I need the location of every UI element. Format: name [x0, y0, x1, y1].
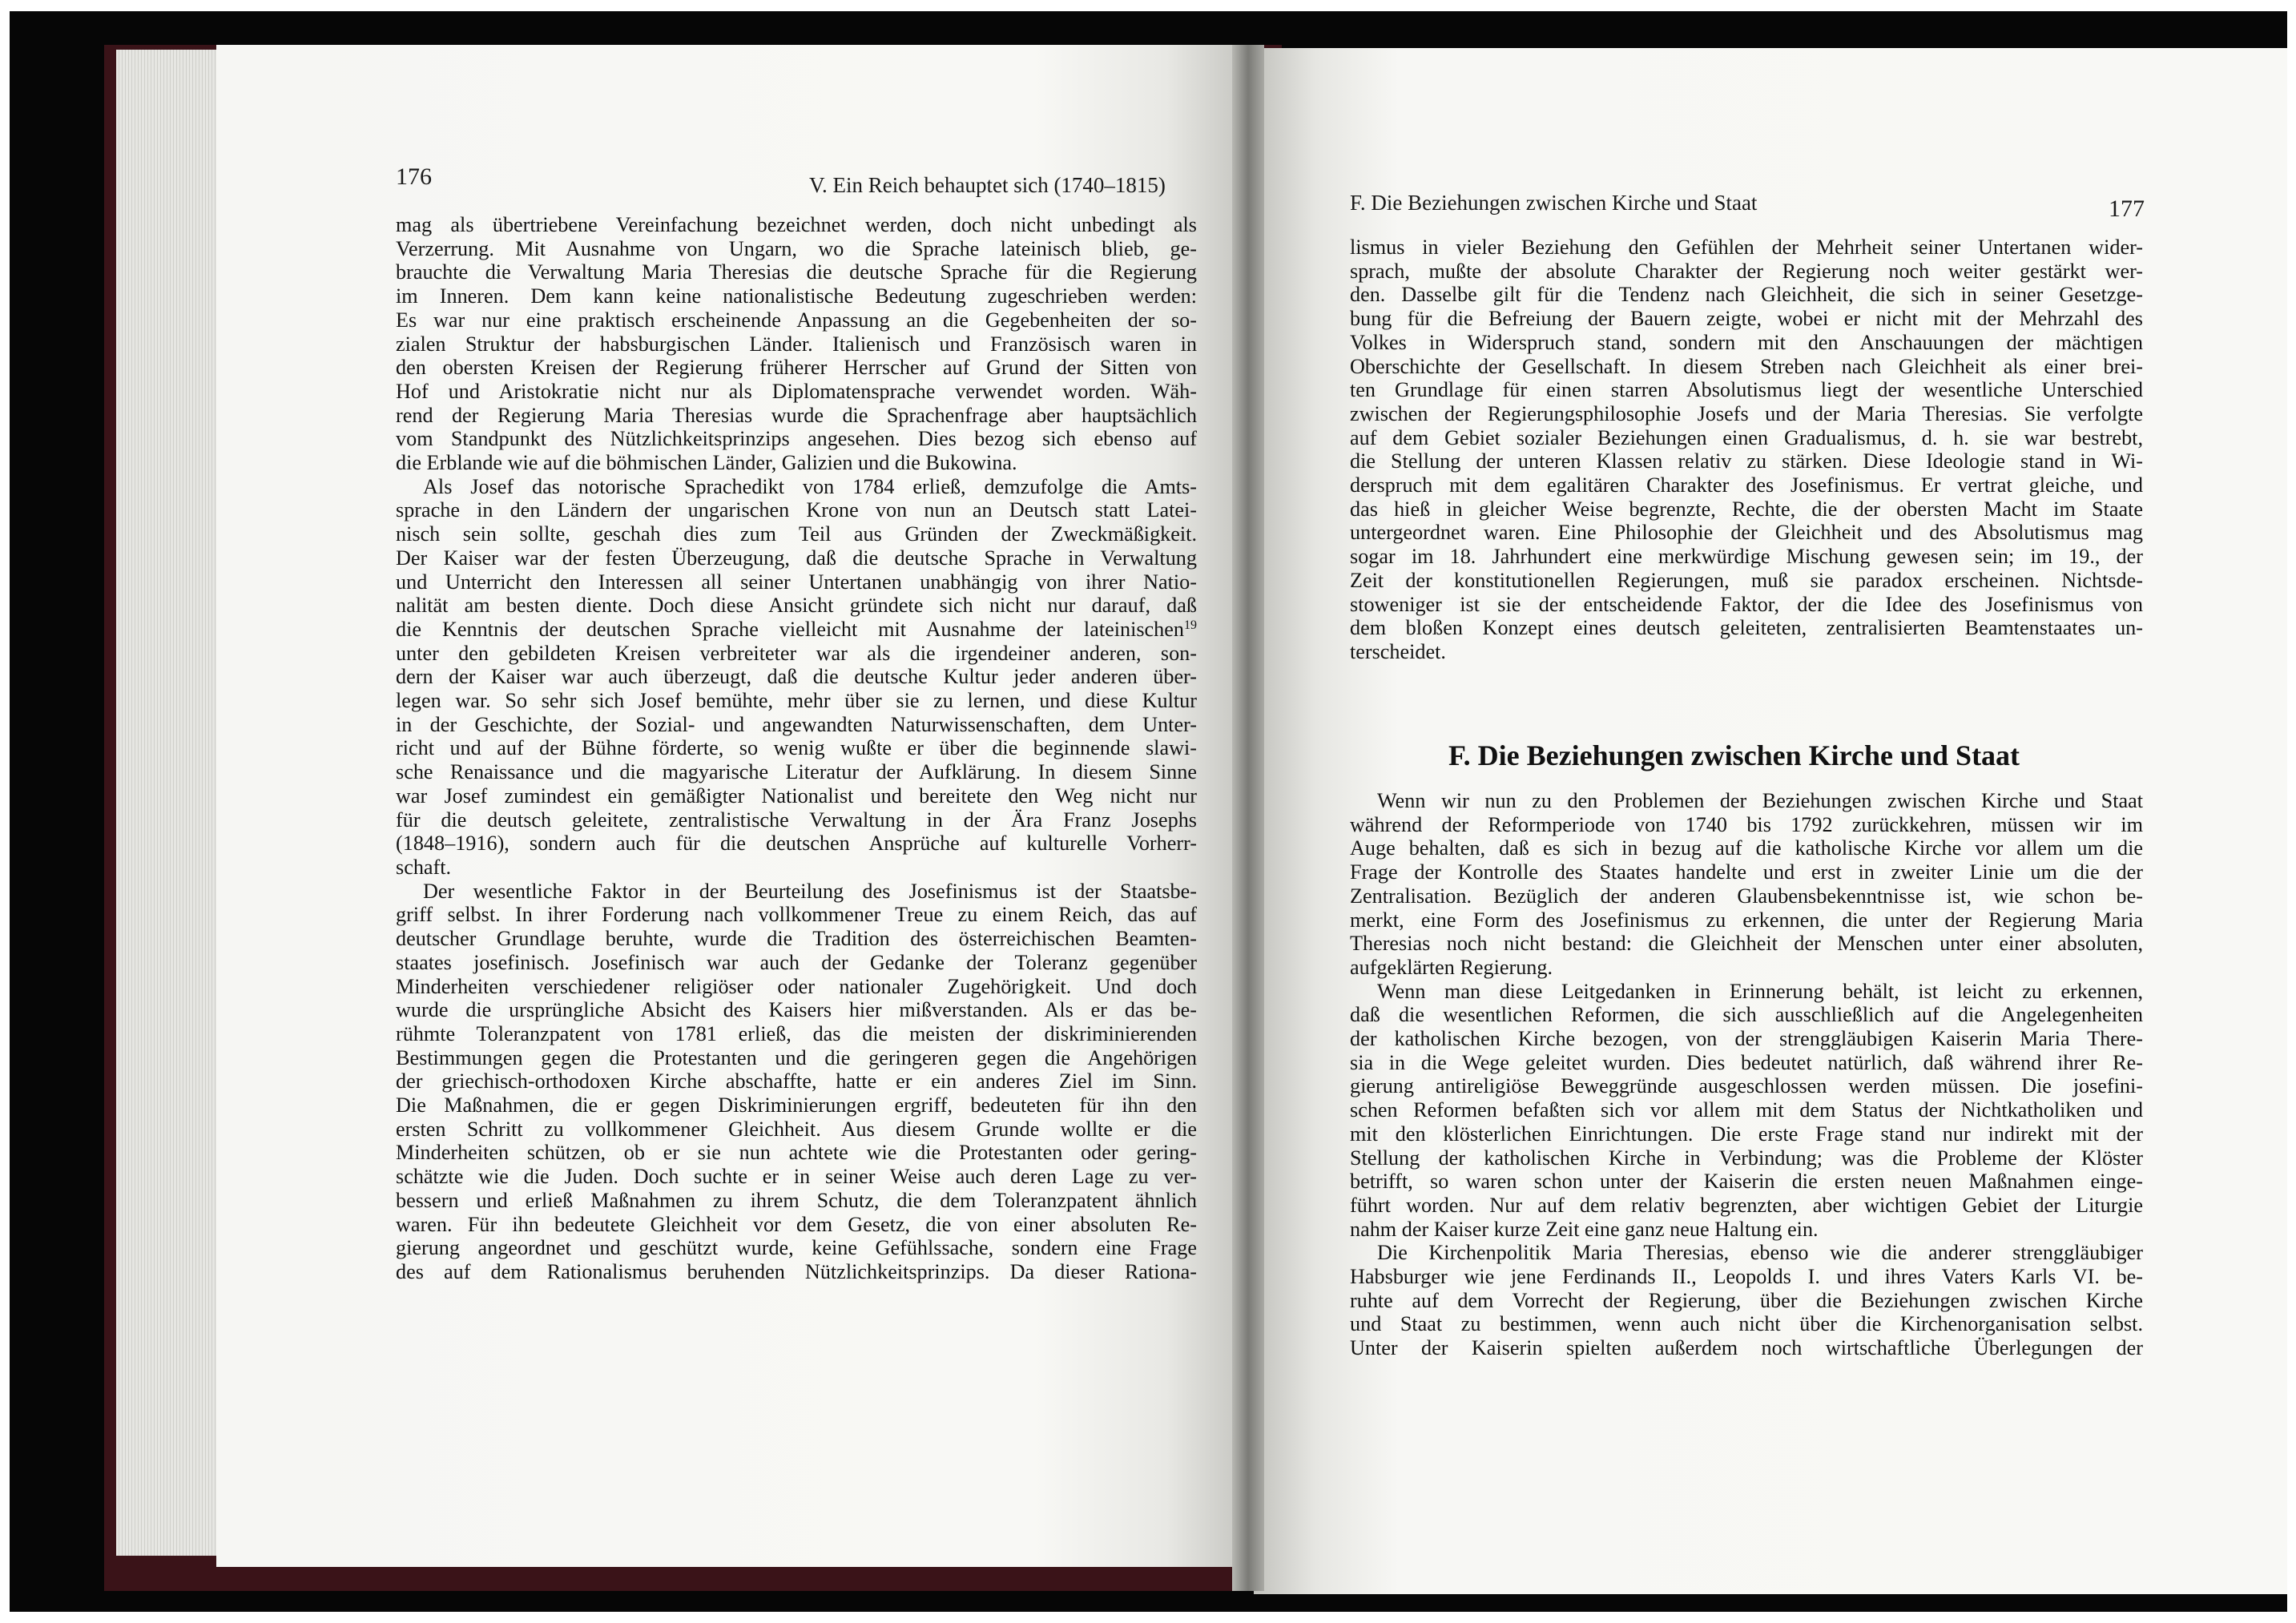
text-line-content: richt und auf der Bühne förderte, so wenig wußte er über die beginnende slawi- [396, 736, 1197, 760]
text-line-content: für die deutsch geleitete, zentralistische Verwaltung in der Ära Franz Josephs [396, 807, 1197, 832]
text-line-content: griff selbst. In ihrer Forderung nach vollkommener Treue zu einem Reich, das auf [396, 903, 1197, 927]
right-page-number: 177 [2109, 195, 2145, 222]
text-line-content: in der Geschichte, der Sozial- und angewandten Naturwissenschaften, dem Unter- [396, 712, 1197, 736]
right-running-head: F. Die Beziehungen zwischen Kirche und Staat [1350, 191, 1758, 215]
text-line [1350, 307, 2143, 331]
text-line [1350, 1194, 2143, 1218]
text-line-content: Volkes in Widerspruch stand, sondern mit den Anschauungen der mächtigen [1350, 330, 2143, 354]
text-line [1350, 980, 2143, 1004]
text-line [1350, 1003, 2143, 1027]
text-line [396, 356, 1197, 380]
text-line [1350, 283, 2143, 307]
text-line [396, 998, 1197, 1022]
text-line [396, 618, 1197, 642]
text-line-content: schaft. [396, 855, 452, 879]
text-line [396, 760, 1197, 784]
text-line-content: lismus in vieler Beziehung den Gefühlen der Mehrheit seiner Untertanen wider- [1350, 236, 2143, 259]
text-line [396, 1189, 1197, 1213]
text-line-content: staates josefinisch. Josefinisch war auch der Gedanke der Toleranz gegenüber [396, 950, 1197, 974]
text-line [396, 498, 1197, 522]
text-line-content: rend der Regierung Maria Theresias wurde die Sprachenfrage aber hauptsächlich [396, 403, 1197, 427]
text-line-content: und Staat zu bestimmen, wenn auch nicht über die Kirchenorganisation selbst. [1350, 1312, 2143, 1336]
text-line [1350, 640, 2143, 664]
text-line-content: der katholischen Kirche bezogen, von der strenggläubigen Kaiserin Maria There- [1350, 1027, 2143, 1051]
text-line-content: vom Standpunkt des Nützlichkeitsprinzips angesehen. Dies bezog sich ebenso auf [396, 427, 1197, 451]
text-line [396, 1069, 1197, 1093]
text-line-content: dem bloßen Konzept eines deutsch geleiteten, zentralisierten Beamtenstaates un- [1350, 616, 2143, 640]
text-line-content: bessern und erließ Maßnahmen zu ihrem Schutz, die dem Toleranzpatent ähnlich [396, 1188, 1197, 1212]
text-line [1350, 1146, 2143, 1170]
left-running-head: V. Ein Reich behauptet sich (1740–1815) [809, 173, 1166, 197]
text-line-content: aufgeklärten Regierung. [1350, 955, 1553, 979]
text-line [1350, 593, 2143, 617]
text-line-content: sogar im 18. Jahrhundert eine merkwürdige Mischung gewesen sein; im 19., der [1350, 545, 2143, 569]
text-line [1350, 1336, 2143, 1360]
text-line-content: wurde die ursprüngliche Absicht des Kaisers hier mißverstanden. Als er das be- [396, 998, 1197, 1022]
text-line-content: rühmte Toleranzpatent von 1781 erließ, das die meisten der diskriminierenden [396, 1021, 1197, 1045]
text-line [396, 903, 1197, 927]
text-line-content: Minderheiten schützen, ob er sie nun achtete wie die Protestanten oder gering- [396, 1141, 1197, 1165]
text-line [1350, 1312, 2143, 1336]
text-line [1350, 569, 2143, 593]
text-line [396, 832, 1197, 856]
text-line-content: im Inneren. Dem kann keine nationalistische Bedeutung zugeschrieben werden: [396, 284, 1197, 308]
text-line-content: Der Kaiser war der festen Überzeugung, daß die deutsche Sprache in Verwaltung [396, 546, 1197, 570]
text-line-content: Minderheiten verschiedener religiöser oder nationaler Zugehörigkeit. Und doch [396, 974, 1197, 998]
text-line-content: Als Josef das notorische Sprachedikt von 1784 erließ, demzufolge die Amts- [423, 474, 1197, 498]
text-line-content: sprach, mußte der absolute Charakter der Regierung noch weiter gestärkt wer- [1350, 259, 2143, 283]
text-line [1350, 426, 2143, 450]
text-line-content: waren. Für ihn bedeutete Gleichheit vor dem Gesetz, die von einer absoluten Re- [396, 1212, 1197, 1236]
text-line [1350, 956, 2143, 980]
text-line [1350, 616, 2143, 640]
text-line-content: Der wesentliche Faktor in der Beurteilung des Josefinismus ist der Staatsbe- [423, 879, 1197, 903]
text-line-content: Wenn wir nun zu den Problemen der Beziehungen zwischen Kirche und Staat [1377, 789, 2143, 812]
text-line [396, 213, 1197, 237]
text-line-content: ersten Schritt zu vollkommener Gleichheit. Aus diesem Grunde wollte er die [396, 1117, 1197, 1141]
text-line [1350, 908, 2143, 932]
text-line [1350, 378, 2143, 402]
text-line-content: und Unterricht den Interessen all seiner Untertanen unabhängig von ihrer Natio- [396, 570, 1197, 594]
text-line-content: Verzerrung. Mit Ausnahme von Ungarn, wo die Sprache lateinisch blieb, ge- [396, 236, 1197, 260]
text-line-content: untergeordnet waren. Eine Philosophie der Gleichheit und des Absolutismus mag [1350, 521, 2143, 545]
text-line-content: stoweniger ist sie der entscheidende Faktor, der die Idee des Josefinismus von [1350, 592, 2143, 616]
text-line [396, 689, 1197, 713]
text-line [396, 642, 1197, 666]
text-line [1350, 1074, 2143, 1098]
text-line-content: schätzte wie die Juden. Doch suchte er in seiner Weise auch deren Lage zu ver- [396, 1165, 1197, 1189]
text-line-content: Habsburger wie jene Ferdinands II., Leopolds I. und ihres Vaters Karls VI. be- [1350, 1265, 2143, 1289]
text-line [396, 975, 1197, 999]
text-line [1350, 1289, 2143, 1313]
text-line-content: brauchte die Verwaltung Maria Theresias die deutsche Sprache für die Regierung [396, 260, 1197, 284]
text-line [1350, 1098, 2143, 1122]
text-line [396, 1046, 1197, 1070]
text-line-content: auf dem Gebiet sozialer Beziehungen einen Gradualismus, d. h. sie war bestrebt, [1350, 425, 2143, 449]
text-line-content: Zentralisation. Bezüglich der anderen Glaubensbekenntnisse ist, wie schon be- [1350, 884, 2143, 908]
text-line [1350, 1027, 2143, 1051]
text-line-content: Auge behalten, daß es sich in bezug auf die katholische Kirche vor allem um die [1350, 836, 2143, 860]
text-line [1350, 402, 2143, 426]
text-line-content: Es war nur eine praktisch erscheinende Anpassung an die Gegebenheiten der so- [396, 308, 1197, 332]
text-line [396, 594, 1197, 618]
text-line [396, 546, 1197, 570]
text-line [396, 927, 1197, 951]
text-line-content: unter den gebildeten Kreisen verbreiteter war als die irgendeiner anderen, son- [396, 641, 1197, 665]
text-line [396, 1022, 1197, 1046]
text-line [1350, 789, 2143, 813]
text-line-content: nalität am besten diente. Doch diese Ansicht gründete sich nicht nur darauf, daß [396, 594, 1197, 618]
text-line [396, 736, 1197, 760]
text-line-content: zialen Struktur der habsburgischen Länder. Italienisch und Französisch waren in [396, 332, 1197, 356]
text-line-content: ruhte auf dem Vorrecht der Regierung, über die Beziehungen zwischen Kirche [1350, 1288, 2143, 1312]
text-line [396, 951, 1197, 975]
text-line [1350, 449, 2143, 473]
text-line-content: gierung antireligiöse Beweggründe ausgeschlossen werden müssen. Die josefini- [1350, 1074, 2143, 1098]
text-line-content: die Erblande wie auf die böhmischen Länder, Galizien und die Bukowina. [396, 451, 1017, 475]
text-line [1350, 1122, 2143, 1146]
text-line-content: Oberschichte der Gesellschaft. In diesem Streben nach Gleichheit als einer brei- [1350, 354, 2143, 378]
text-line [396, 808, 1197, 832]
text-line [396, 1260, 1197, 1284]
text-line [396, 451, 1197, 475]
footnote-marker: 19 [1184, 618, 1197, 632]
text-line [396, 427, 1197, 451]
text-line-content: Unter der Kaiserin spielten außerdem noch wirtschaftliche Überlegungen der [1350, 1336, 2143, 1360]
text-line-content: deutscher Grundlage beruhte, wurde die Tradition des österreichischen Beamten- [396, 927, 1197, 951]
text-line [1350, 932, 2143, 956]
text-line-content: Die Kirchenpolitik Maria Theresias, ebenso wie die anderer strenggläubiger [1377, 1241, 2143, 1265]
text-line-content: Hof und Aristokratie nicht nur als Diplomatensprache verwendet worden. Wäh- [396, 379, 1197, 403]
text-line [396, 1236, 1197, 1260]
text-line [1350, 836, 2143, 860]
text-line [396, 665, 1197, 689]
text-line [396, 784, 1197, 808]
text-line [396, 308, 1197, 332]
text-line [396, 570, 1197, 594]
text-line [396, 1141, 1197, 1165]
text-line [1350, 521, 2143, 545]
text-line-content: die Kenntnis der deutschen Sprache vielleicht mit Ausnahme der lateinischen [396, 617, 1184, 641]
text-line [396, 404, 1197, 428]
text-line-content: sprache in den Ländern der ungarischen Krone von nun an Deutsch statt Latei- [396, 498, 1197, 522]
text-line-content: das hieß in gleicher Weise begrenzte, Rechte, die der obersten Macht im Staate [1350, 497, 2143, 521]
text-line [396, 1093, 1197, 1118]
text-line [1350, 884, 2143, 908]
text-line-content: merkt, eine Form des Josefinismus zu erkennen, die unter der Regierung Maria [1350, 908, 2143, 932]
text-line-content: die Stellung der unteren Klassen relativ zu stärken. Diese Ideologie stand in Wi- [1350, 449, 2143, 473]
text-line [396, 713, 1197, 737]
text-line-content: war Josef zumindest ein gemäßigter Nationalist und bereitete den Weg nicht nur [396, 783, 1197, 807]
text-line [396, 284, 1197, 308]
text-line-content: sia in die Wege geleitet wurden. Dies bedeutet natürlich, daß während ihrer Re- [1350, 1050, 2143, 1074]
text-line [396, 880, 1197, 904]
text-line [396, 475, 1197, 499]
text-line-content: derspruch mit dem egalitären Charakter des Josefinismus. Er vertrat gleiche, und [1350, 473, 2143, 497]
text-line-content: daß die wesentlichen Reformen, die sich ausschließlich auf die Angelegenheiten [1350, 1003, 2143, 1027]
text-line-content: der griechisch-orthodoxen Kirche abschaffte, hatte er ein anderes Ziel im Sinn. [396, 1069, 1197, 1093]
right-page-body-top [1350, 236, 2143, 664]
text-line [1350, 1265, 2143, 1289]
text-line-content: legen war. So sehr sich Josef bemühte, mehr über sie zu lernen, und diese Kultur [396, 689, 1197, 713]
text-line [396, 332, 1197, 356]
text-line [1350, 236, 2143, 260]
text-line-content: mag als übertriebene Vereinfachung bezeichnet werden, doch nicht unbedingt als [396, 213, 1197, 236]
book-gutter [1232, 45, 1264, 1591]
text-line [1350, 545, 2143, 569]
text-line [396, 1165, 1197, 1189]
text-line-content: zwischen der Regierungsphilosophie Josefs und der Maria Theresias. Sie verfolgte [1350, 401, 2143, 425]
text-line [1350, 860, 2143, 884]
text-line [1350, 331, 2143, 355]
section-heading: F. Die Beziehungen zwischen Kirche und Staat [1448, 739, 2020, 771]
text-line-content: nisch sein sollte, geschah dies zum Teil aus Gründen der Zweckmäßigkeit. [396, 522, 1197, 546]
text-line-content: Theresias noch nicht bestand: die Gleichheit der Menschen unter einer absoluten, [1350, 932, 2143, 956]
text-line-content: führt worden. Nur auf dem relativ begrenzten, aber wichtigen Gebiet der Liturgie [1350, 1193, 2143, 1217]
text-line [1350, 1241, 2143, 1265]
text-line-content: gierung angeordnet und geschützt wurde, keine Gefühlssache, sondern eine Frage [396, 1236, 1197, 1260]
text-line-content: mit den klösterlichen Einrichtungen. Die erste Frage stand nur indirekt mit der [1350, 1122, 2143, 1146]
text-line [396, 856, 1197, 880]
text-line-content: Die Maßnahmen, die er gegen Diskriminierungen ergriff, bedeuteten für ihn den [396, 1093, 1197, 1118]
text-line-content: ten Grundlage für einen starren Absolutismus liegt der wesentliche Unterschied [1350, 378, 2143, 402]
text-line-content: während der Reformperiode von 1740 bis 1792 zurückkehren, müssen wir im [1350, 812, 2143, 836]
left-page-number: 176 [396, 163, 432, 190]
text-line [396, 1118, 1197, 1142]
text-line-content: terscheidet. [1350, 639, 1446, 663]
text-line-content: Wenn man diese Leitgedanken in Erinnerung behält, ist leicht zu erkennen, [1377, 979, 2143, 1003]
text-line [396, 1213, 1197, 1237]
text-line-content: (1848–1916), sondern auch für die deutschen Ansprüche auf kulturelle Vorherr- [396, 832, 1197, 856]
text-line-content: Stellung der katholischen Kirche in Verbindung; was die Probleme der Klöster [1350, 1146, 2143, 1170]
page-edges [116, 50, 220, 1556]
left-page-body [396, 213, 1197, 1284]
text-line [396, 380, 1197, 404]
text-line-content: Bestimmungen gegen die Protestanten und die geringeren gegen die Angehörigen [396, 1045, 1197, 1069]
text-line-content: des auf dem Rationalismus beruhenden Nützlichkeitsprinzips. Da dieser Rationa- [396, 1259, 1197, 1283]
text-line-content: schen Reformen befaßten sich vor allem mit dem Status der Nichtkatholiken und [1350, 1098, 2143, 1122]
text-line-content: sche Renaissance und die magyarische Literatur der Aufklärung. In diesem Sinne [396, 760, 1197, 784]
text-line [1350, 497, 2143, 522]
text-line [396, 260, 1197, 284]
text-line [1350, 260, 2143, 284]
text-line-content: nahm der Kaiser kurze Zeit eine ganz neue Haltung ein. [1350, 1217, 1819, 1241]
text-line [1350, 1170, 2143, 1194]
text-line-content: den obersten Kreisen der Regierung früherer Herrscher auf Grund der Sitten von [396, 356, 1197, 380]
text-line [1350, 813, 2143, 837]
text-line-content: bung für die Befreiung der Bauern zeigte, wobei er nicht mit der Mehrzahl des [1350, 307, 2143, 331]
text-line [396, 522, 1197, 546]
text-line-content: den. Dasselbe gilt für die Tendenz nach Gleichheit, die sich in seiner Gesetzge- [1350, 283, 2143, 307]
right-page-body-bottom [1350, 789, 2143, 1360]
text-line [1350, 355, 2143, 379]
text-line [396, 237, 1197, 261]
text-line-content: Zeit der konstitutionellen Regierungen, muß sie paradox erscheinen. Nichtsde- [1350, 568, 2143, 592]
text-line-content: Frage der Kontrolle des Staates handelte und erst in zweiter Linie um die der [1350, 860, 2143, 884]
text-line-content: dern der Kaiser war auch überzeugt, daß die deutsche Kultur jeder anderen über- [396, 665, 1197, 689]
text-line [1350, 1218, 2143, 1242]
text-line-content: betrifft, so waren schon unter der Kaiserin die ersten neuen Maßnahmen einge- [1350, 1170, 2143, 1194]
text-line [1350, 473, 2143, 497]
text-line [1350, 1051, 2143, 1075]
